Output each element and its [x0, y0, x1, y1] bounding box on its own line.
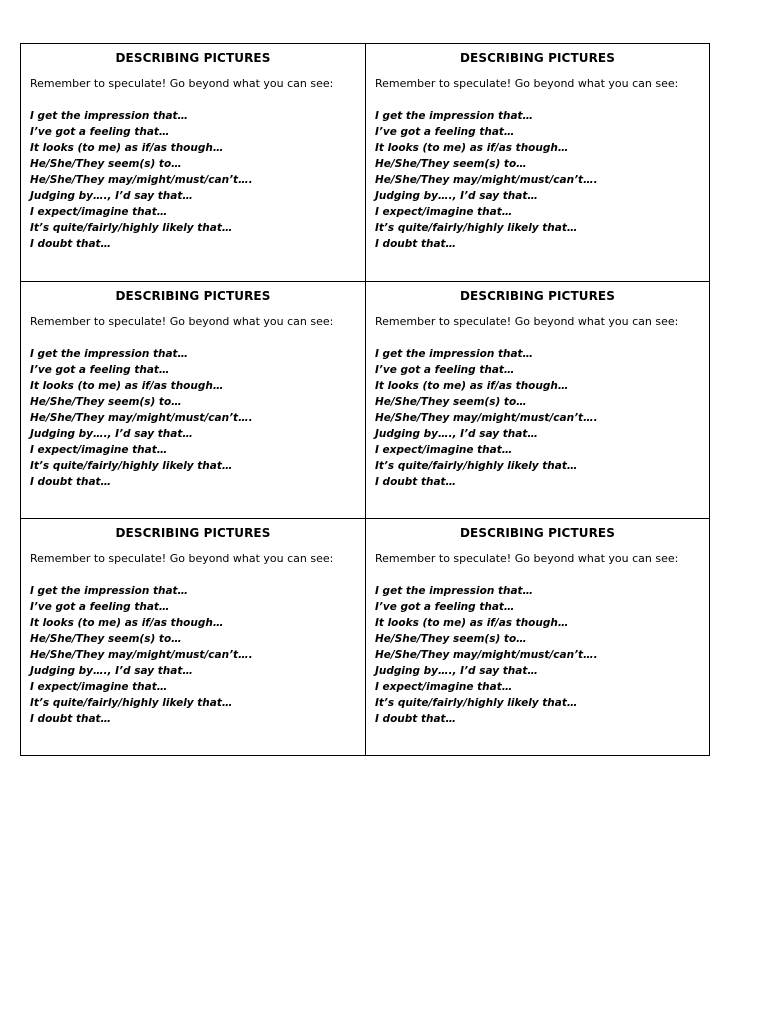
phrase-item: I expect/imagine that… — [375, 681, 513, 693]
phrase-item: He/She/They may/might/must/can’t…. — [375, 649, 598, 661]
card-title: DESCRIBING PICTURES — [115, 51, 271, 65]
phrase-list — [375, 346, 598, 490]
phrase-item: Judging by…., I’d say that… — [375, 665, 538, 677]
card-top-left — [20, 43, 366, 282]
card-intro: Remember to speculate! Go beyond what you can see: — [375, 77, 679, 90]
phrase-item: It looks (to me) as if/as though… — [30, 380, 224, 392]
phrase-item: I’ve got a feeling that… — [375, 126, 515, 138]
phrase-item: I get the impression that… — [375, 110, 534, 122]
phrase-item: I’ve got a feeling that… — [30, 601, 170, 613]
phrase-item: It’s quite/fairly/highly likely that… — [30, 222, 233, 234]
phrase-item: It looks (to me) as if/as though… — [375, 380, 569, 392]
phrase-item: He/She/They may/might/must/can’t…. — [30, 412, 253, 424]
card-intro: Remember to speculate! Go beyond what you can see: — [30, 552, 334, 565]
phrase-item: Judging by…., I’d say that… — [375, 190, 538, 202]
phrase-item: Judging by…., I’d say that… — [30, 665, 193, 677]
phrase-item: Judging by…., I’d say that… — [30, 428, 193, 440]
phrase-list — [30, 583, 253, 727]
phrase-item: I expect/imagine that… — [30, 681, 168, 693]
phrase-item: I’ve got a feeling that… — [375, 364, 515, 376]
card-middle-left — [20, 281, 366, 519]
phrase-item: I doubt that… — [30, 476, 112, 488]
card-intro: Remember to speculate! Go beyond what you can see: — [375, 552, 679, 565]
card-intro: Remember to speculate! Go beyond what you can see: — [375, 315, 679, 328]
phrase-item: It looks (to me) as if/as though… — [30, 617, 224, 629]
phrase-item: I doubt that… — [375, 476, 457, 488]
phrase-item: I’ve got a feeling that… — [30, 126, 170, 138]
phrase-item: I expect/imagine that… — [375, 206, 513, 218]
phrase-item: It’s quite/fairly/highly likely that… — [375, 460, 578, 472]
phrase-item: He/She/They seem(s) to… — [375, 633, 527, 645]
phrase-item: It looks (to me) as if/as though… — [375, 617, 569, 629]
phrase-item: He/She/They may/might/must/can’t…. — [375, 174, 598, 186]
card-title: DESCRIBING PICTURES — [460, 51, 615, 65]
phrase-item: It’s quite/fairly/highly likely that… — [30, 697, 233, 709]
phrase-item: Judging by…., I’d say that… — [30, 190, 193, 202]
phrase-list — [30, 346, 253, 490]
phrase-item: He/She/They seem(s) to… — [30, 396, 182, 408]
phrase-item: He/She/They seem(s) to… — [375, 158, 527, 170]
card-title: DESCRIBING PICTURES — [460, 526, 615, 540]
card-bottom-right — [365, 518, 710, 756]
card-middle-right — [365, 281, 710, 519]
phrase-list — [375, 108, 598, 252]
phrase-item: He/She/They may/might/must/can’t…. — [30, 649, 253, 661]
phrase-item: I doubt that… — [30, 713, 112, 725]
card-intro: Remember to speculate! Go beyond what you can see: — [30, 77, 334, 90]
phrase-item: He/She/They may/might/must/can’t…. — [30, 174, 253, 186]
phrase-list — [30, 108, 253, 252]
phrase-item: I doubt that… — [375, 713, 457, 725]
card-intro: Remember to speculate! Go beyond what you can see: — [30, 315, 334, 328]
phrase-item: I get the impression that… — [375, 585, 534, 597]
phrase-item: Judging by…., I’d say that… — [375, 428, 538, 440]
card-top-right — [365, 43, 710, 282]
phrase-item: He/She/They seem(s) to… — [30, 158, 182, 170]
phrase-item: It’s quite/fairly/highly likely that… — [30, 460, 233, 472]
phrase-item: I get the impression that… — [375, 348, 534, 360]
phrase-item: I get the impression that… — [30, 585, 189, 597]
phrase-item: It looks (to me) as if/as though… — [30, 142, 224, 154]
phrase-item: I’ve got a feeling that… — [375, 601, 515, 613]
phrase-item: It looks (to me) as if/as though… — [375, 142, 569, 154]
phrase-item: I expect/imagine that… — [375, 444, 513, 456]
phrase-item: I expect/imagine that… — [30, 206, 168, 218]
card-title: DESCRIBING PICTURES — [115, 526, 271, 540]
phrase-list — [375, 583, 598, 727]
card-title: DESCRIBING PICTURES — [115, 289, 271, 303]
phrase-item: He/She/They may/might/must/can’t…. — [375, 412, 598, 424]
phrase-item: He/She/They seem(s) to… — [30, 633, 182, 645]
phrase-item: I expect/imagine that… — [30, 444, 168, 456]
phrase-item: It’s quite/fairly/highly likely that… — [375, 697, 578, 709]
phrase-item: I get the impression that… — [30, 110, 189, 122]
phrase-item: He/She/They seem(s) to… — [375, 396, 527, 408]
phrase-item: I’ve got a feeling that… — [30, 364, 170, 376]
phrase-item: It’s quite/fairly/highly likely that… — [375, 222, 578, 234]
phrase-item: I doubt that… — [375, 238, 457, 250]
phrase-item: I doubt that… — [30, 238, 112, 250]
card-bottom-left — [20, 518, 366, 756]
phrase-item: I get the impression that… — [30, 348, 189, 360]
card-title: DESCRIBING PICTURES — [460, 289, 615, 303]
